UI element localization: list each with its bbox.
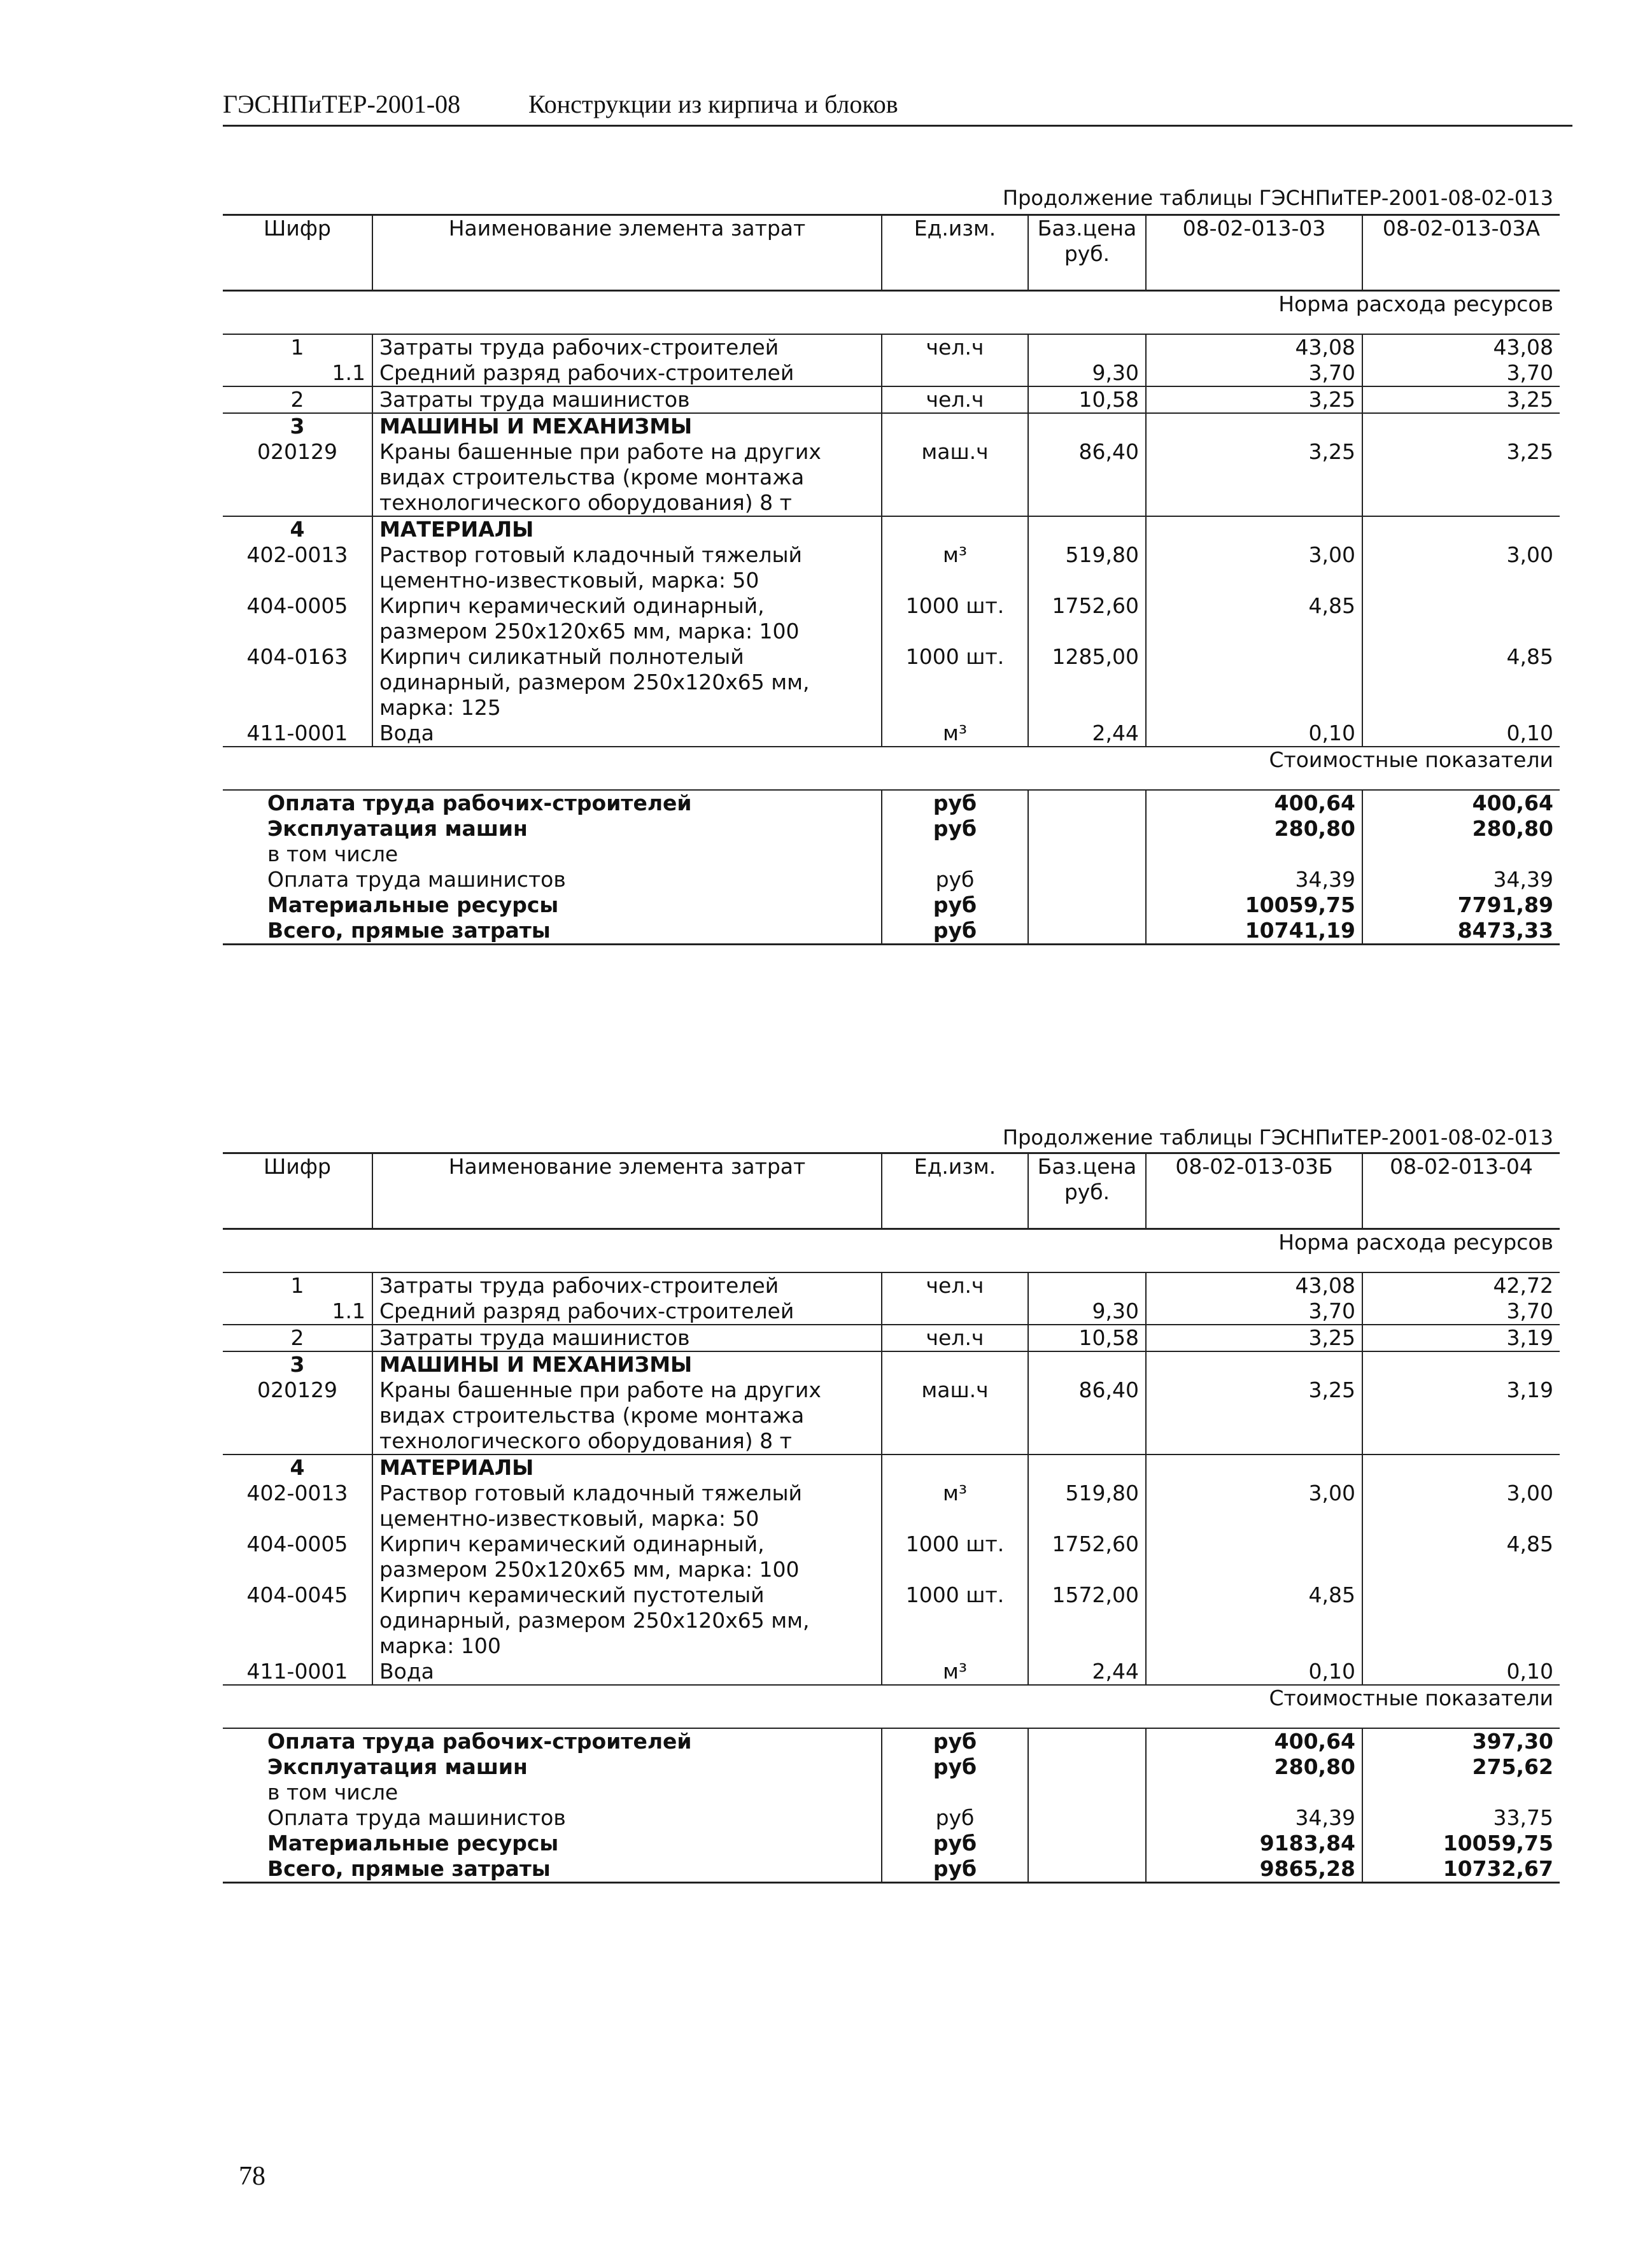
cost-value-a: 400,64 xyxy=(1146,790,1362,816)
row-code: 3 xyxy=(290,414,305,439)
table-row xyxy=(223,1481,1560,1532)
row-value-a: 3,25 xyxy=(1146,1325,1362,1351)
row-unit xyxy=(882,360,1028,386)
resource-table-2 xyxy=(223,1152,1560,1884)
row-value-b xyxy=(1362,593,1560,644)
cost-value-b: 7791,89 xyxy=(1362,892,1560,918)
row-price: 1285,00 xyxy=(1028,644,1146,721)
row-price: 2,44 xyxy=(1028,1659,1146,1685)
row-unit: м³ xyxy=(882,1659,1028,1685)
table-row xyxy=(223,1659,1560,1685)
row-unit: м³ xyxy=(882,1481,1028,1532)
cost-name: в том числе xyxy=(267,842,399,866)
row-code: 402-0013 xyxy=(246,542,348,567)
cost-row xyxy=(223,816,1560,842)
cost-value-b: 397,30 xyxy=(1362,1728,1560,1754)
row-price: 9,30 xyxy=(1028,1299,1146,1325)
cost-name: Оплата труда рабочих-строителей xyxy=(267,1729,692,1754)
col-a-header: 08-02-013-03Б xyxy=(1146,1153,1362,1229)
row-value-b: 3,19 xyxy=(1362,1377,1560,1454)
row-value-b: 42,72 xyxy=(1362,1272,1560,1299)
row-code: 404-0005 xyxy=(246,593,348,618)
cost-name: Всего, прямые затраты xyxy=(223,918,882,945)
table-header-row xyxy=(223,1153,1560,1229)
table-row xyxy=(223,1325,1560,1351)
page-header xyxy=(223,89,1572,127)
cost-section-title: Стоимостные показатели xyxy=(223,1685,1560,1728)
cost-unit xyxy=(882,1780,1028,1805)
row-value-b: 4,85 xyxy=(1362,644,1560,721)
cost-unit: руб xyxy=(882,1754,1028,1780)
cost-value-b: 33,75 xyxy=(1362,1805,1560,1831)
row-value-b: 0,10 xyxy=(1362,721,1560,747)
section-heading-row xyxy=(223,413,1560,439)
cost-row xyxy=(223,842,1560,867)
row-value-a: 43,08 xyxy=(1146,334,1362,360)
row-name: Кирпич керамический одинарный, размером 250х120х65 мм, марка: 100 xyxy=(372,1532,882,1582)
row-name: Вода xyxy=(372,721,882,747)
row-code: 404-0005 xyxy=(246,1532,348,1556)
col-b-header: 08-02-013-03А xyxy=(1362,215,1560,291)
row-name: Кирпич керамический пустотелый одинарный, размером 250х120х65 мм, марка: 100 xyxy=(372,1582,882,1659)
row-price: 9,30 xyxy=(1028,360,1146,386)
section-heading-row xyxy=(223,1454,1560,1481)
cost-value-b: 275,62 xyxy=(1362,1754,1560,1780)
cost-unit: руб xyxy=(882,1856,1028,1883)
document-code: ГЭСНПиТЕР-2001-08 xyxy=(223,90,461,118)
row-code: 020129 xyxy=(223,1377,372,1454)
row-unit: 1000 шт. xyxy=(882,593,1028,644)
norm-section-row xyxy=(223,1229,1560,1273)
cost-unit: руб xyxy=(882,790,1028,816)
row-value-a: 43,08 xyxy=(1146,1272,1362,1299)
row-code: 2 xyxy=(223,386,372,413)
row-name: Затраты труда рабочих-строителей xyxy=(372,334,882,360)
col-name-header: Наименование элемента затрат xyxy=(372,215,882,291)
row-value-a: 3,25 xyxy=(1146,1377,1362,1454)
cost-row xyxy=(223,1780,1560,1805)
row-value-a xyxy=(1146,644,1362,721)
row-value-b: 3,70 xyxy=(1362,360,1560,386)
cost-value-a: 9183,84 xyxy=(1146,1831,1362,1856)
row-name: Вода xyxy=(372,1659,882,1685)
row-price: 10,58 xyxy=(1028,1325,1146,1351)
table-row xyxy=(223,542,1560,593)
cost-row xyxy=(223,1856,1560,1883)
row-code: 020129 xyxy=(223,439,372,516)
table-row xyxy=(223,1582,1560,1659)
row-code: 1 xyxy=(290,335,304,360)
col-code-header: Шифр xyxy=(223,1153,372,1229)
row-value-a: 0,10 xyxy=(1146,1659,1362,1685)
row-name: Средний разряд рабочих-строителей xyxy=(372,360,882,386)
cost-unit: руб xyxy=(882,867,1028,892)
table-row xyxy=(223,644,1560,721)
cost-name: Всего, прямые затраты xyxy=(223,1856,882,1883)
section-heading: МАШИНЫ И МЕХАНИЗМЫ xyxy=(372,413,882,439)
cost-value-b: 400,64 xyxy=(1362,790,1560,816)
row-value-b: 3,00 xyxy=(1362,1481,1560,1532)
row-value-a: 3,00 xyxy=(1146,1481,1362,1532)
cost-section-row xyxy=(223,747,1560,790)
row-value-b: 4,85 xyxy=(1362,1532,1560,1582)
row-price: 86,40 xyxy=(1028,1377,1146,1454)
row-price: 1752,60 xyxy=(1028,593,1146,644)
section-heading: МАШИНЫ И МЕХАНИЗМЫ xyxy=(372,1351,882,1377)
row-value-a: 3,25 xyxy=(1146,386,1362,413)
cost-name: Оплата труда машинистов xyxy=(267,1805,566,1830)
row-unit: чел.ч xyxy=(882,334,1028,360)
table-row xyxy=(223,334,1560,360)
col-a-header: 08-02-013-03 xyxy=(1146,215,1362,291)
cost-section-title: Стоимостные показатели xyxy=(223,747,1560,790)
row-value-b: 43,08 xyxy=(1362,334,1560,360)
row-name: Кирпич керамический одинарный, размером 250х120х65 мм, марка: 100 xyxy=(372,593,882,644)
cost-unit: руб xyxy=(882,892,1028,918)
col-price-header: Баз.цена руб. xyxy=(1028,215,1146,291)
cost-value-a: 34,39 xyxy=(1146,867,1362,892)
row-value-b: 0,10 xyxy=(1362,1659,1560,1685)
cost-value-b xyxy=(1362,1780,1560,1805)
row-code: 404-0045 xyxy=(246,1582,348,1607)
row-code: 411-0001 xyxy=(223,721,372,747)
table-row xyxy=(223,1299,1560,1325)
row-value-a xyxy=(1146,1532,1362,1582)
row-name: Раствор готовый кладочный тяжелый цементно-известковый, марка: 50 xyxy=(372,1481,882,1532)
row-value-b: 3,25 xyxy=(1362,439,1560,516)
row-code: 2 xyxy=(223,1325,372,1351)
row-code: 4 xyxy=(290,1455,305,1480)
table-row xyxy=(223,360,1560,386)
row-code: 411-0001 xyxy=(223,1659,372,1685)
cost-row xyxy=(223,790,1560,816)
norm-section-title: Норма расхода ресурсов xyxy=(223,291,1560,335)
row-price: 2,44 xyxy=(1028,721,1146,747)
cost-unit: руб xyxy=(882,816,1028,842)
cost-value-b: 10732,67 xyxy=(1362,1856,1560,1883)
continuation-caption-1: Продолжение таблицы ГЭСНПиТЕР-2001-08-02-013 xyxy=(1003,186,1553,210)
row-value-a: 4,85 xyxy=(1146,593,1362,644)
row-price xyxy=(1028,1272,1146,1299)
row-code: 3 xyxy=(290,1352,305,1377)
cost-row xyxy=(223,892,1560,918)
section-heading: МАТЕРИАЛЫ xyxy=(372,1454,882,1481)
row-name: Раствор готовый кладочный тяжелый цементно-известковый, марка: 50 xyxy=(372,542,882,593)
cost-row xyxy=(223,918,1560,945)
cost-row xyxy=(223,1728,1560,1754)
row-name: Затраты труда рабочих-строителей xyxy=(372,1272,882,1299)
cost-name: Оплата труда рабочих-строителей xyxy=(267,791,692,815)
row-name: Кирпич силикатный полнотелый одинарный, размером 250х120х65 мм, марка: 125 xyxy=(372,644,882,721)
norm-section-row xyxy=(223,291,1560,335)
col-unit-header: Ед.изм. xyxy=(882,215,1028,291)
row-unit: маш.ч xyxy=(882,1377,1028,1454)
row-value-b: 3,19 xyxy=(1362,1325,1560,1351)
cost-value-a xyxy=(1146,1780,1362,1805)
col-name-header: Наименование элемента затрат xyxy=(372,1153,882,1229)
row-unit: м³ xyxy=(882,721,1028,747)
row-value-b: 3,70 xyxy=(1362,1299,1560,1325)
row-price: 1572,00 xyxy=(1028,1582,1146,1659)
row-value-a: 3,70 xyxy=(1146,1299,1362,1325)
cost-value-b xyxy=(1362,842,1560,867)
page-number: 78 xyxy=(239,2162,265,2191)
table-row xyxy=(223,386,1560,413)
cost-unit: руб xyxy=(882,1831,1028,1856)
row-code: 402-0013 xyxy=(246,1481,348,1505)
row-value-b xyxy=(1362,1582,1560,1659)
cost-name: Эксплуатация машин xyxy=(267,1754,528,1779)
row-value-b: 3,00 xyxy=(1362,542,1560,593)
cost-value-a: 10059,75 xyxy=(1146,892,1362,918)
cost-value-a xyxy=(1146,842,1362,867)
row-unit: маш.ч xyxy=(882,439,1028,516)
row-value-a: 0,10 xyxy=(1146,721,1362,747)
section-heading-row xyxy=(223,1351,1560,1377)
row-price: 86,40 xyxy=(1028,439,1146,516)
cost-unit: руб xyxy=(882,1805,1028,1831)
row-code: 1 xyxy=(290,1273,304,1298)
table-row xyxy=(223,1532,1560,1582)
table-row xyxy=(223,1377,1560,1454)
cost-unit xyxy=(882,842,1028,867)
row-value-a: 4,85 xyxy=(1146,1582,1362,1659)
row-price xyxy=(1028,334,1146,360)
section-heading: МАТЕРИАЛЫ xyxy=(372,516,882,542)
row-price: 519,80 xyxy=(1028,542,1146,593)
row-unit: 1000 шт. xyxy=(882,644,1028,721)
cost-row xyxy=(223,867,1560,892)
row-unit: 1000 шт. xyxy=(882,1532,1028,1582)
continuation-caption-2: Продолжение таблицы ГЭСНПиТЕР-2001-08-02-013 xyxy=(1003,1125,1553,1150)
row-value-b: 3,25 xyxy=(1362,386,1560,413)
cost-name: Эксплуатация машин xyxy=(267,816,528,841)
cost-value-b: 34,39 xyxy=(1362,867,1560,892)
row-code: 1.1 xyxy=(223,1299,372,1325)
cost-value-b: 10059,75 xyxy=(1362,1831,1560,1856)
cost-unit: руб xyxy=(882,1728,1028,1754)
cost-unit: руб xyxy=(882,918,1028,945)
cost-name: Материальные ресурсы xyxy=(267,892,559,917)
table-header-row xyxy=(223,215,1560,291)
row-price: 1752,60 xyxy=(1028,1532,1146,1582)
row-value-a: 3,00 xyxy=(1146,542,1362,593)
col-price-header: Баз.цена руб. xyxy=(1028,1153,1146,1229)
cost-value-a: 10741,19 xyxy=(1146,918,1362,945)
norm-section-title: Норма расхода ресурсов xyxy=(223,1229,1560,1273)
row-value-a: 3,25 xyxy=(1146,439,1362,516)
row-unit: м³ xyxy=(882,542,1028,593)
cost-value-b: 8473,33 xyxy=(1362,918,1560,945)
row-price: 10,58 xyxy=(1028,386,1146,413)
row-unit: 1000 шт. xyxy=(882,1582,1028,1659)
row-value-a: 3,70 xyxy=(1146,360,1362,386)
row-name: Краны башенные при работе на других видах строительства (кроме монтажа технологического оборудования) 8 т xyxy=(372,439,882,516)
cost-value-b: 280,80 xyxy=(1362,816,1560,842)
row-code: 1.1 xyxy=(223,360,372,386)
resource-table-1 xyxy=(223,214,1560,945)
document-title: Конструкции из кирпича и блоков xyxy=(528,90,898,118)
cost-value-a: 400,64 xyxy=(1146,1728,1362,1754)
table-row xyxy=(223,593,1560,644)
table-row xyxy=(223,439,1560,516)
row-name: Затраты труда машинистов xyxy=(372,386,882,413)
cost-row xyxy=(223,1805,1560,1831)
cost-row xyxy=(223,1831,1560,1856)
cost-name: Материальные ресурсы xyxy=(267,1831,559,1856)
cost-name: в том числе xyxy=(267,1780,399,1805)
row-unit xyxy=(882,1299,1028,1325)
table-row xyxy=(223,721,1560,747)
row-unit: чел.ч xyxy=(882,386,1028,413)
row-name: Краны башенные при работе на других видах строительства (кроме монтажа технологического оборудования) 8 т xyxy=(372,1377,882,1454)
cost-name: Оплата труда машинистов xyxy=(267,867,566,892)
row-code: 4 xyxy=(290,517,305,542)
col-b-header: 08-02-013-04 xyxy=(1362,1153,1560,1229)
cost-value-a: 34,39 xyxy=(1146,1805,1362,1831)
col-code-header: Шифр xyxy=(223,215,372,291)
cost-value-a: 9865,28 xyxy=(1146,1856,1362,1883)
row-price: 519,80 xyxy=(1028,1481,1146,1532)
row-code: 404-0163 xyxy=(246,644,348,669)
cost-value-a: 280,80 xyxy=(1146,1754,1362,1780)
section-heading-row xyxy=(223,516,1560,542)
row-unit: чел.ч xyxy=(882,1325,1028,1351)
cost-section-row xyxy=(223,1685,1560,1728)
cost-row xyxy=(223,1754,1560,1780)
row-unit: чел.ч xyxy=(882,1272,1028,1299)
row-name: Затраты труда машинистов xyxy=(372,1325,882,1351)
cost-value-a: 280,80 xyxy=(1146,816,1362,842)
table-row xyxy=(223,1272,1560,1299)
col-unit-header: Ед.изм. xyxy=(882,1153,1028,1229)
row-name: Средний разряд рабочих-строителей xyxy=(372,1299,882,1325)
